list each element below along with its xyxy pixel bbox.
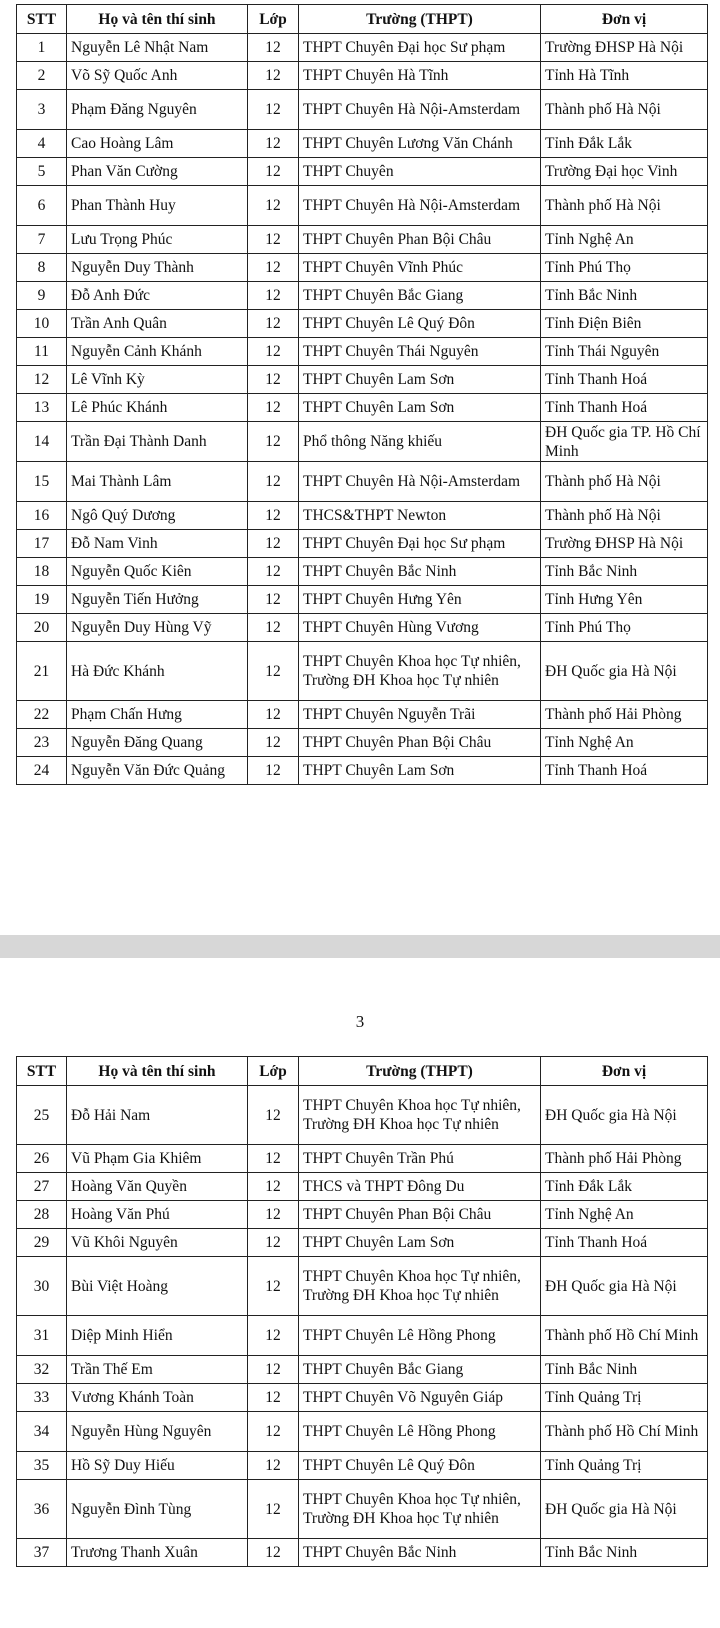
cell-grade: 12 xyxy=(248,558,299,586)
header-row xyxy=(17,5,708,34)
cell-name: Trần Đại Thành Danh xyxy=(67,422,248,462)
cell-unit: ĐH Quốc gia Hà Nội xyxy=(541,1257,708,1316)
cell-stt: 29 xyxy=(17,1229,67,1257)
header-stt: STT xyxy=(17,5,67,34)
cell-name: Nguyễn Đình Tùng xyxy=(67,1480,248,1539)
cell-name: Lưu Trọng Phúc xyxy=(67,226,248,254)
cell-stt: 21 xyxy=(17,642,67,701)
cell-name: Bùi Việt Hoàng xyxy=(67,1257,248,1316)
cell-stt: 6 xyxy=(17,186,67,226)
table-row xyxy=(17,1229,708,1257)
cell-name: Phan Thành Huy xyxy=(67,186,248,226)
cell-stt: 23 xyxy=(17,729,67,757)
cell-school: THPT Chuyên Thái Nguyên xyxy=(299,338,541,366)
cell-school: THPT Chuyên Hà Tĩnh xyxy=(299,62,541,90)
cell-stt: 27 xyxy=(17,1173,67,1201)
header-grade: Lớp xyxy=(248,5,299,34)
header-school: Trường (THPT) xyxy=(299,1057,541,1086)
cell-unit: Tỉnh Nghệ An xyxy=(541,226,708,254)
cell-name: Nguyễn Lê Nhật Nam xyxy=(67,34,248,62)
table-row xyxy=(17,282,708,310)
cell-unit: Thành phố Hà Nội xyxy=(541,502,708,530)
cell-school: THPT Chuyên Lam Sơn xyxy=(299,1229,541,1257)
cell-grade: 12 xyxy=(248,310,299,338)
cell-stt: 11 xyxy=(17,338,67,366)
cell-grade: 12 xyxy=(248,90,299,130)
table-row xyxy=(17,394,708,422)
cell-unit: Tỉnh Quảng Trị xyxy=(541,1452,708,1480)
cell-school: THPT Chuyên Khoa học Tự nhiên, Trường ĐH Khoa học Tự nhiên xyxy=(299,1086,541,1145)
cell-name: Cao Hoàng Lâm xyxy=(67,130,248,158)
cell-unit: Tỉnh Hà Tĩnh xyxy=(541,62,708,90)
cell-name: Phan Văn Cường xyxy=(67,158,248,186)
cell-grade: 12 xyxy=(248,502,299,530)
header-name: Họ và tên thí sinh xyxy=(67,5,248,34)
cell-grade: 12 xyxy=(248,1384,299,1412)
cell-stt: 13 xyxy=(17,394,67,422)
cell-school: THPT Chuyên Phan Bội Châu xyxy=(299,226,541,254)
cell-grade: 12 xyxy=(248,1173,299,1201)
cell-school: THPT Chuyên Đại học Sư phạm xyxy=(299,530,541,558)
table-row xyxy=(17,62,708,90)
cell-name: Nguyễn Hùng Nguyên xyxy=(67,1412,248,1452)
cell-school: THCS&THPT Newton xyxy=(299,502,541,530)
cell-name: Nguyễn Duy Thành xyxy=(67,254,248,282)
cell-school: THPT Chuyên Hùng Vương xyxy=(299,614,541,642)
table-row xyxy=(17,226,708,254)
cell-stt: 26 xyxy=(17,1145,67,1173)
cell-name: Nguyễn Duy Hùng Vỹ xyxy=(67,614,248,642)
table-row xyxy=(17,642,708,701)
cell-unit: Tỉnh Thanh Hoá xyxy=(541,1229,708,1257)
cell-school: THPT Chuyên Lương Văn Chánh xyxy=(299,130,541,158)
cell-stt: 3 xyxy=(17,90,67,130)
table-row xyxy=(17,586,708,614)
cell-grade: 12 xyxy=(248,1316,299,1356)
cell-grade: 12 xyxy=(248,34,299,62)
cell-name: Ngô Quý Dương xyxy=(67,502,248,530)
cell-name: Vũ Khôi Nguyên xyxy=(67,1229,248,1257)
cell-name: Nguyễn Quốc Kiên xyxy=(67,558,248,586)
cell-stt: 17 xyxy=(17,530,67,558)
header-name: Họ và tên thí sinh xyxy=(67,1057,248,1086)
cell-school: THPT Chuyên Phan Bội Châu xyxy=(299,729,541,757)
cell-stt: 28 xyxy=(17,1201,67,1229)
cell-grade: 12 xyxy=(248,642,299,701)
table-row xyxy=(17,701,708,729)
table-row xyxy=(17,1384,708,1412)
cell-stt: 1 xyxy=(17,34,67,62)
cell-name: Hoàng Văn Quyền xyxy=(67,1173,248,1201)
table-row xyxy=(17,310,708,338)
cell-stt: 10 xyxy=(17,310,67,338)
cell-unit: Tỉnh Thái Nguyên xyxy=(541,338,708,366)
table-row xyxy=(17,558,708,586)
cell-stt: 30 xyxy=(17,1257,67,1316)
cell-unit: Tỉnh Nghệ An xyxy=(541,1201,708,1229)
cell-name: Hoàng Văn Phú xyxy=(67,1201,248,1229)
cell-name: Vũ Phạm Gia Khiêm xyxy=(67,1145,248,1173)
cell-unit: ĐH Quốc gia Hà Nội xyxy=(541,1086,708,1145)
cell-unit: Tỉnh Nghệ An xyxy=(541,729,708,757)
cell-grade: 12 xyxy=(248,338,299,366)
cell-school: THPT Chuyên Đại học Sư phạm xyxy=(299,34,541,62)
cell-grade: 12 xyxy=(248,1480,299,1539)
table-row xyxy=(17,158,708,186)
cell-unit: Trường ĐHSP Hà Nội xyxy=(541,34,708,62)
cell-school: THPT Chuyên Khoa học Tự nhiên, Trường ĐH Khoa học Tự nhiên xyxy=(299,1480,541,1539)
table-row xyxy=(17,1173,708,1201)
cell-unit: Tỉnh Quảng Trị xyxy=(541,1384,708,1412)
cell-grade: 12 xyxy=(248,614,299,642)
cell-stt: 18 xyxy=(17,558,67,586)
cell-unit: Tỉnh Bắc Ninh xyxy=(541,558,708,586)
cell-school: THPT Chuyên Hà Nội-Amsterdam xyxy=(299,90,541,130)
cell-school: THPT Chuyên xyxy=(299,158,541,186)
cell-school: THPT Chuyên Nguyễn Trãi xyxy=(299,701,541,729)
cell-unit: Tỉnh Điện Biên xyxy=(541,310,708,338)
cell-grade: 12 xyxy=(248,130,299,158)
cell-name: Nguyễn Đăng Quang xyxy=(67,729,248,757)
cell-school: THPT Chuyên Bắc Giang xyxy=(299,1356,541,1384)
cell-stt: 32 xyxy=(17,1356,67,1384)
header-school: Trường (THPT) xyxy=(299,5,541,34)
cell-stt: 34 xyxy=(17,1412,67,1452)
cell-name: Nguyễn Cảnh Khánh xyxy=(67,338,248,366)
cell-school: THPT Chuyên Khoa học Tự nhiên, Trường ĐH Khoa học Tự nhiên xyxy=(299,642,541,701)
table-row xyxy=(17,729,708,757)
cell-school: THPT Chuyên Bắc Giang xyxy=(299,282,541,310)
cell-unit: Tỉnh Bắc Ninh xyxy=(541,282,708,310)
cell-grade: 12 xyxy=(248,62,299,90)
cell-name: Trần Thế Em xyxy=(67,1356,248,1384)
cell-school: THPT Chuyên Lam Sơn xyxy=(299,366,541,394)
cell-grade: 12 xyxy=(248,586,299,614)
table-row xyxy=(17,1480,708,1539)
cell-stt: 16 xyxy=(17,502,67,530)
table-row xyxy=(17,1412,708,1452)
cell-name: Trần Anh Quân xyxy=(67,310,248,338)
cell-unit: Thành phố Hà Nội xyxy=(541,462,708,502)
table-body xyxy=(17,1086,708,1567)
cell-stt: 15 xyxy=(17,462,67,502)
cell-name: Võ Sỹ Quốc Anh xyxy=(67,62,248,90)
cell-grade: 12 xyxy=(248,530,299,558)
cell-unit: Thành phố Hải Phòng xyxy=(541,701,708,729)
cell-school: THPT Chuyên Hà Nội-Amsterdam xyxy=(299,186,541,226)
cell-school: THPT Chuyên Lam Sơn xyxy=(299,757,541,785)
cell-grade: 12 xyxy=(248,422,299,462)
cell-unit: Tỉnh Hưng Yên xyxy=(541,586,708,614)
cell-grade: 12 xyxy=(248,1539,299,1567)
cell-name: Hà Đức Khánh xyxy=(67,642,248,701)
table-row xyxy=(17,338,708,366)
table-row xyxy=(17,757,708,785)
cell-grade: 12 xyxy=(248,1229,299,1257)
cell-grade: 12 xyxy=(248,394,299,422)
cell-grade: 12 xyxy=(248,186,299,226)
cell-stt: 35 xyxy=(17,1452,67,1480)
cell-unit: Trường ĐHSP Hà Nội xyxy=(541,530,708,558)
cell-school: THPT Chuyên Bắc Ninh xyxy=(299,1539,541,1567)
cell-stt: 4 xyxy=(17,130,67,158)
cell-grade: 12 xyxy=(248,1257,299,1316)
cell-name: Đỗ Nam Vinh xyxy=(67,530,248,558)
cell-stt: 7 xyxy=(17,226,67,254)
table-row xyxy=(17,1145,708,1173)
cell-unit: Thành phố Hồ Chí Minh xyxy=(541,1412,708,1452)
cell-unit: Tỉnh Bắc Ninh xyxy=(541,1356,708,1384)
header-stt: STT xyxy=(17,1057,67,1086)
table-row xyxy=(17,462,708,502)
cell-stt: 14 xyxy=(17,422,67,462)
cell-grade: 12 xyxy=(248,1086,299,1145)
cell-unit: Thành phố Hà Nội xyxy=(541,186,708,226)
table-row xyxy=(17,1086,708,1145)
cell-stt: 20 xyxy=(17,614,67,642)
cell-grade: 12 xyxy=(248,158,299,186)
cell-unit: Thành phố Hồ Chí Minh xyxy=(541,1316,708,1356)
cell-school: THPT Chuyên Võ Nguyên Giáp xyxy=(299,1384,541,1412)
table-row xyxy=(17,130,708,158)
cell-school: THCS và THPT Đông Du xyxy=(299,1173,541,1201)
table-row xyxy=(17,1356,708,1384)
cell-stt: 12 xyxy=(17,366,67,394)
cell-unit: ĐH Quốc gia Hà Nội xyxy=(541,642,708,701)
cell-school: THPT Chuyên Lê Hồng Phong xyxy=(299,1316,541,1356)
cell-name: Trương Thanh Xuân xyxy=(67,1539,248,1567)
cell-stt: 37 xyxy=(17,1539,67,1567)
table-row xyxy=(17,422,708,462)
cell-name: Đỗ Hải Nam xyxy=(67,1086,248,1145)
cell-unit: Tỉnh Phú Thọ xyxy=(541,614,708,642)
table-row xyxy=(17,186,708,226)
table-row xyxy=(17,614,708,642)
cell-unit: Thành phố Hải Phòng xyxy=(541,1145,708,1173)
table-row xyxy=(17,254,708,282)
table-row xyxy=(17,1539,708,1567)
cell-name: Hồ Sỹ Duy Hiếu xyxy=(67,1452,248,1480)
cell-grade: 12 xyxy=(248,366,299,394)
cell-stt: 2 xyxy=(17,62,67,90)
table-row xyxy=(17,1201,708,1229)
cell-unit: ĐH Quốc gia Hà Nội xyxy=(541,1480,708,1539)
cell-unit: Tỉnh Bắc Ninh xyxy=(541,1539,708,1567)
cell-school: THPT Chuyên Hưng Yên xyxy=(299,586,541,614)
cell-grade: 12 xyxy=(248,1356,299,1384)
page-separator xyxy=(0,935,720,958)
cell-name: Lê Vĩnh Kỳ xyxy=(67,366,248,394)
cell-unit: Tỉnh Thanh Hoá xyxy=(541,366,708,394)
cell-school: THPT Chuyên Lam Sơn xyxy=(299,394,541,422)
cell-name: Đỗ Anh Đức xyxy=(67,282,248,310)
cell-name: Diệp Minh Hiển xyxy=(67,1316,248,1356)
cell-stt: 22 xyxy=(17,701,67,729)
cell-name: Lê Phúc Khánh xyxy=(67,394,248,422)
cell-school: THPT Chuyên Hà Nội-Amsterdam xyxy=(299,462,541,502)
header-row xyxy=(17,1057,708,1086)
table-row xyxy=(17,1257,708,1316)
cell-unit: Tỉnh Phú Thọ xyxy=(541,254,708,282)
cell-school: THPT Chuyên Phan Bội Châu xyxy=(299,1201,541,1229)
cell-name: Mai Thành Lâm xyxy=(67,462,248,502)
cell-unit: Tỉnh Thanh Hoá xyxy=(541,394,708,422)
header-grade: Lớp xyxy=(248,1057,299,1086)
cell-stt: 5 xyxy=(17,158,67,186)
cell-grade: 12 xyxy=(248,1201,299,1229)
cell-stt: 25 xyxy=(17,1086,67,1145)
cell-grade: 12 xyxy=(248,757,299,785)
cell-stt: 36 xyxy=(17,1480,67,1539)
table-row xyxy=(17,530,708,558)
candidate-table xyxy=(16,1056,708,1567)
cell-school: THPT Chuyên Bắc Ninh xyxy=(299,558,541,586)
cell-name: Phạm Đăng Nguyên xyxy=(67,90,248,130)
cell-unit: ĐH Quốc gia TP. Hồ Chí Minh xyxy=(541,422,708,462)
cell-unit: Thành phố Hà Nội xyxy=(541,90,708,130)
cell-grade: 12 xyxy=(248,1145,299,1173)
cell-school: THPT Chuyên Trần Phú xyxy=(299,1145,541,1173)
cell-grade: 12 xyxy=(248,226,299,254)
cell-grade: 12 xyxy=(248,1412,299,1452)
cell-stt: 24 xyxy=(17,757,67,785)
cell-school: THPT Chuyên Lê Hồng Phong xyxy=(299,1412,541,1452)
cell-name: Phạm Chấn Hưng xyxy=(67,701,248,729)
table-row xyxy=(17,1452,708,1480)
cell-name: Vương Khánh Toàn xyxy=(67,1384,248,1412)
cell-unit: Tỉnh Thanh Hoá xyxy=(541,757,708,785)
header-unit: Đơn vị xyxy=(541,1057,708,1086)
cell-grade: 12 xyxy=(248,282,299,310)
cell-unit: Tỉnh Đắk Lắk xyxy=(541,130,708,158)
cell-school: Phổ thông Năng khiếu xyxy=(299,422,541,462)
cell-school: THPT Chuyên Vĩnh Phúc xyxy=(299,254,541,282)
cell-stt: 9 xyxy=(17,282,67,310)
cell-name: Nguyễn Văn Đức Quảng xyxy=(67,757,248,785)
table-row xyxy=(17,366,708,394)
cell-stt: 33 xyxy=(17,1384,67,1412)
cell-stt: 8 xyxy=(17,254,67,282)
cell-grade: 12 xyxy=(248,254,299,282)
cell-grade: 12 xyxy=(248,462,299,502)
candidate-table xyxy=(16,4,708,785)
cell-grade: 12 xyxy=(248,729,299,757)
table-row xyxy=(17,90,708,130)
document-page-bottom xyxy=(0,958,720,1628)
table-row xyxy=(17,1316,708,1356)
table-body xyxy=(17,34,708,785)
cell-grade: 12 xyxy=(248,1452,299,1480)
cell-school: THPT Chuyên Lê Quý Đôn xyxy=(299,310,541,338)
cell-stt: 19 xyxy=(17,586,67,614)
cell-school: THPT Chuyên Khoa học Tự nhiên, Trường ĐH Khoa học Tự nhiên xyxy=(299,1257,541,1316)
cell-unit: Trường Đại học Vinh xyxy=(541,158,708,186)
header-unit: Đơn vị xyxy=(541,5,708,34)
table-row xyxy=(17,34,708,62)
cell-unit: Tỉnh Đắk Lắk xyxy=(541,1173,708,1201)
cell-school: THPT Chuyên Lê Quý Đôn xyxy=(299,1452,541,1480)
cell-stt: 31 xyxy=(17,1316,67,1356)
table-row xyxy=(17,502,708,530)
cell-name: Nguyễn Tiến Hưởng xyxy=(67,586,248,614)
cell-grade: 12 xyxy=(248,701,299,729)
page-number: 3 xyxy=(355,1012,365,1031)
